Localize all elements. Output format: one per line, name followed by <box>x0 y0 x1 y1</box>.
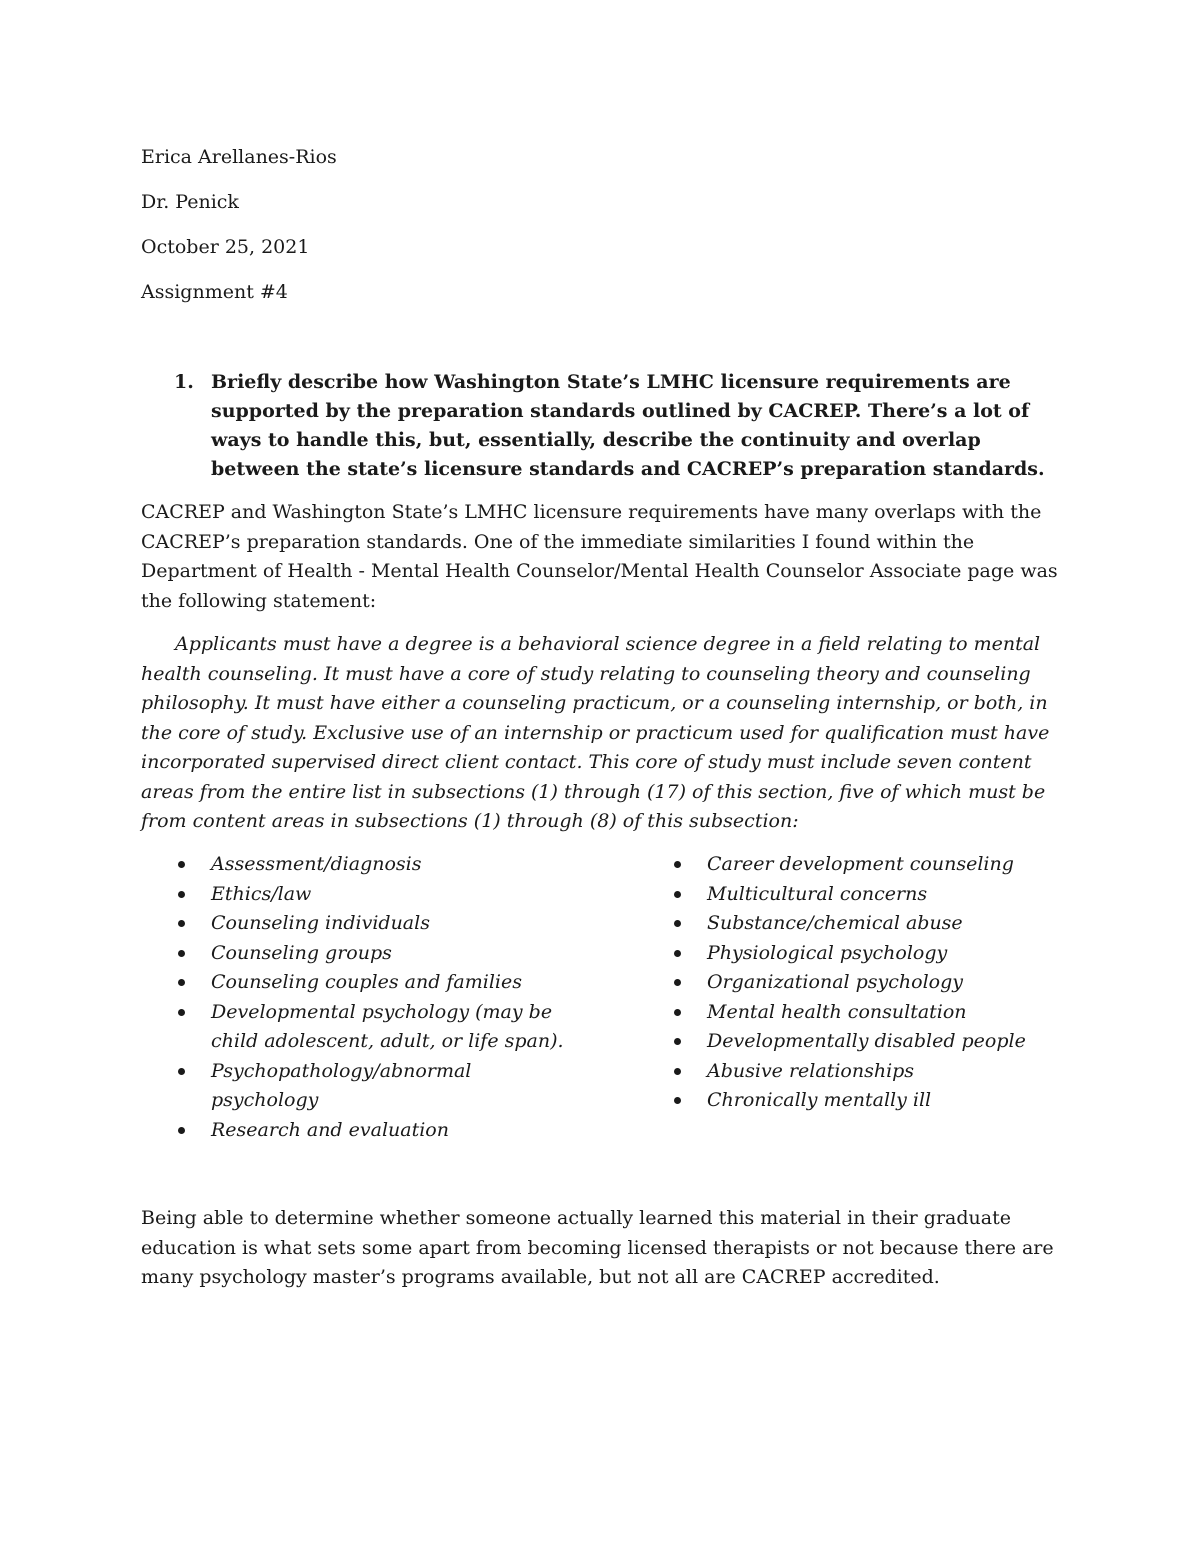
bullet-icon <box>674 1097 681 1104</box>
list-item: Counseling groups <box>174 939 574 969</box>
list-item: Multicultural concerns <box>670 880 1090 910</box>
list-item: Psychopathology/abnormal psychology <box>174 1057 574 1116</box>
closing-paragraph: Being able to determine whether someone actually learned this material in their graduate education is what sets some apart from becoming licensed therapists or not because there are many psychology master’s programs available, but not all are CACREP accredited. <box>141 1207 1054 1288</box>
list-item: Counseling couples and families <box>174 968 574 998</box>
list-item: Research and evaluation <box>174 1116 574 1146</box>
bullet-icon <box>178 979 185 986</box>
bullet-icon <box>178 920 185 927</box>
bullet-icon <box>674 979 681 986</box>
bullet-icon <box>178 1068 185 1075</box>
author-name: Erica Arellanes-Rios <box>141 146 337 168</box>
content-areas-list-left <box>174 850 574 1145</box>
list-item: Ethics/law <box>174 880 574 910</box>
bullet-icon <box>674 920 681 927</box>
list-item: Abusive relationships <box>670 1057 1090 1087</box>
list-item: Mental health consultation <box>670 998 1090 1028</box>
question-number: 1. <box>174 371 194 393</box>
list-item: Counseling individuals <box>174 909 574 939</box>
document-date: October 25, 2021 <box>141 236 310 258</box>
question-block <box>174 368 1074 484</box>
list-item: Organizational psychology <box>670 968 1090 998</box>
bullet-icon <box>178 1127 185 1134</box>
instructor-name: Dr. Penick <box>141 191 239 213</box>
quoted-requirement: Applicants must have a degree is a behavioral science degree in a field relating to mental health counseling. It must have a core of study relating to counseling theory and counseling philosophy. It must have either a counseling practicum, or a counseling internship, or both, in the core of study. Exclusive use of an internship or practicum used for qualification must have incorporated supervised direct client contact. This core of study must include seven content areas from the entire list in subsections (1) through (17) of this section, five of which must be from content areas in subsections (1) through (8) of this subsection: <box>141 633 1050 832</box>
list-item: Assessment/diagnosis <box>174 850 574 880</box>
bullet-icon <box>674 1009 681 1016</box>
list-item: Chronically mentally ill <box>670 1086 1090 1116</box>
list-item: Career development counseling <box>670 850 1090 880</box>
bullet-icon <box>178 861 185 868</box>
bullet-icon <box>674 1068 681 1075</box>
assignment-title: Assignment #4 <box>141 281 288 303</box>
list-item: Physiological psychology <box>670 939 1090 969</box>
content-areas-list-right <box>670 850 1090 1116</box>
bullet-icon <box>674 891 681 898</box>
list-item: Developmentally disabled people <box>670 1027 1090 1057</box>
bullet-icon <box>178 1009 185 1016</box>
bullet-icon <box>178 950 185 957</box>
question-text: Briefly describe how Washington State’s LMHC licensure requirements are supported by the preparation standards outlined by CACREP. There’s a lot of ways to handle this, but, essentially, describe the continuity and overlap between the state’s licensure standards and CACREP’s preparation standards. <box>211 371 1045 480</box>
bullet-icon <box>674 950 681 957</box>
bullet-icon <box>674 1038 681 1045</box>
bullet-icon <box>178 891 185 898</box>
list-item: Substance/chemical abuse <box>670 909 1090 939</box>
bullet-icon <box>674 861 681 868</box>
intro-paragraph: CACREP and Washington State’s LMHC licensure requirements have many overlaps with the CACREP’s preparation standards. One of the immediate similarities I found within the Department of Health - Mental Health Counselor/Mental Health Counselor Associate page was the following statement: <box>141 501 1058 612</box>
list-item: Developmental psychology (may be child adolescent, adult, or life span). <box>174 998 574 1057</box>
